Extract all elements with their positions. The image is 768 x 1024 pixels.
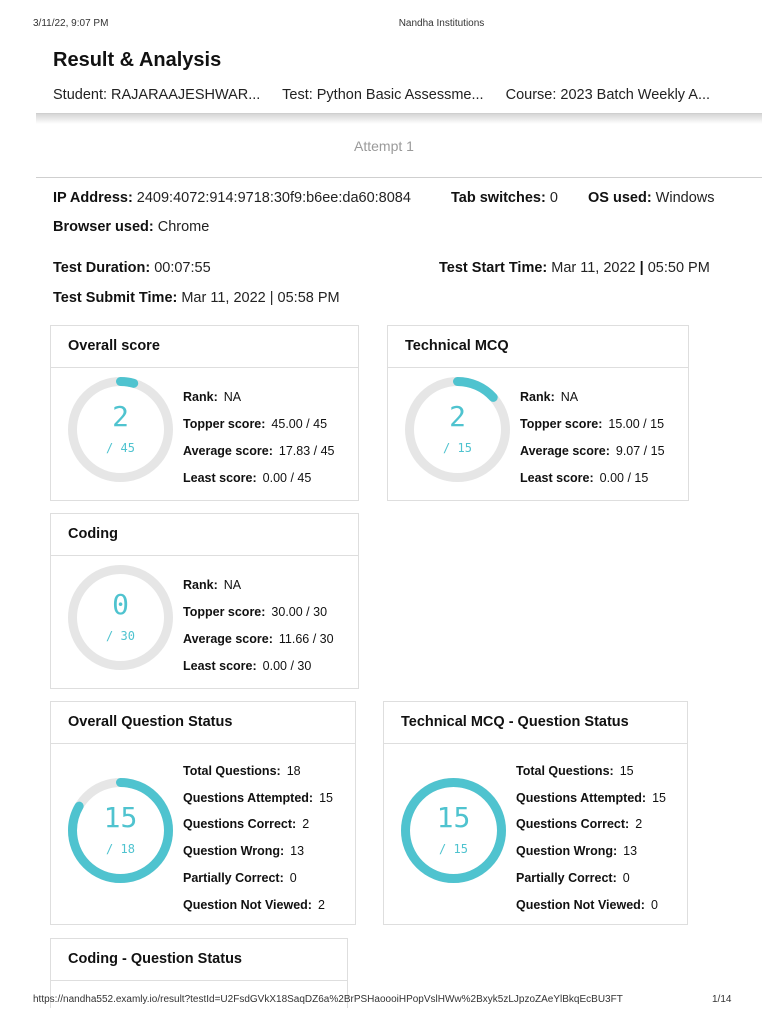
ip-address [53,190,411,206]
start-date: Mar 11, 2022 [551,260,640,276]
questions-total: / 15 [439,842,468,856]
score-stats [520,384,665,492]
wrong-value: 13 [290,844,305,859]
partial-row [516,865,666,892]
least-label: Least score: [520,471,594,485]
card-divider [51,980,347,981]
attempted-row [516,785,666,812]
print-datetime: 3/11/22, 9:07 PM [33,18,109,29]
total-questions-label: Total Questions: [516,764,614,778]
rank-value: NA [560,390,579,404]
tab-switches [451,190,558,206]
total-questions-row [516,758,666,785]
course-value: 2023 Batch Weekly A... [560,87,711,103]
technical-mcq-score-card [387,325,689,501]
ip-value: 2409:4072:914:9718:30f9:b6ee:da60:8084 [136,190,411,206]
card-divider [51,555,358,556]
correct-value: 2 [635,817,643,832]
not-viewed-row [516,892,666,919]
card-divider [51,743,355,744]
test-label: Test: [282,87,313,103]
technical-mcq-question-gauge [400,777,507,884]
duration-label: Test Duration: [53,260,151,276]
topper-label: Topper score: [183,605,266,619]
browser-used [53,219,209,235]
tab-switches-label: Tab switches: [451,190,546,206]
attempt-divider [36,177,762,178]
card-title: Overall Question Status [68,714,233,730]
topper-value: 30.00 / 30 [271,605,328,619]
rank-label: Rank: [183,578,218,592]
rank-row [520,384,665,411]
score-stats [183,572,334,680]
score-total: / 30 [106,629,135,643]
duration-value: 00:07:55 [154,260,211,276]
rank-value: NA [223,390,242,404]
browser-label: Browser used: [53,219,154,235]
overall-question-status-card [50,701,356,925]
average-value: 11.66 / 30 [278,632,334,646]
average-label: Average score: [183,444,273,458]
least-label: Least score: [183,471,257,485]
test-value: Python Basic Assessme... [316,87,484,103]
least-label: Least score: [183,659,257,673]
wrong-label: Question Wrong: [516,844,618,859]
print-url: https://nandha552.examly.io/result?testId=U2FsdGVkX18SaqDZ6a%2BrPSHaoooiHPopVslHWw%2Bxyk5zLJpzoZAeYlBkqEcBU3FT [33,994,623,1005]
questions-total: / 18 [106,842,135,856]
technical-mcq-question-status-card [383,701,688,925]
print-site-name: Nandha Institutions [398,18,485,29]
least-row [520,465,665,492]
partial-value: 0 [622,870,630,885]
topper-row [183,411,334,438]
total-questions-label: Total Questions: [183,764,281,778]
total-questions-value: 15 [619,764,634,778]
overall-score-gauge [67,376,174,483]
correct-label: Questions Correct: [516,817,630,832]
average-value: 17.83 / 45 [278,444,335,458]
score-stats [183,384,334,492]
overall-question-gauge [67,777,174,884]
overall-score-card [50,325,359,501]
not-viewed-label: Question Not Viewed: [183,897,312,912]
submit-value: Mar 11, 2022 | 05:58 PM [181,290,340,306]
wrong-value: 13 [623,844,638,859]
print-page-number: 1/14 [712,994,732,1005]
least-value: 0.00 / 15 [599,471,649,485]
technical-mcq-score-gauge [404,376,511,483]
coding-score-card [50,513,359,689]
partial-label: Partially Correct: [183,870,284,885]
average-row [183,438,334,465]
topper-value: 15.00 / 15 [608,417,665,431]
total-questions-value: 18 [286,764,301,778]
submit-label: Test Submit Time: [53,290,178,306]
average-label: Average score: [520,444,610,458]
coding-score-gauge [67,564,174,671]
test-start-time [439,260,710,276]
topper-label: Topper score: [520,417,603,431]
tab-switches-value: 0 [549,190,558,206]
not-viewed-label: Question Not Viewed: [516,897,645,912]
score-value: 2 [449,400,466,433]
score-value: 0 [112,588,129,621]
partial-value: 0 [289,870,297,885]
os-label: OS used: [588,190,652,206]
least-row [183,465,334,492]
ip-label: IP Address: [53,190,133,206]
question-stats [516,758,666,918]
card-title: Overall score [68,338,160,354]
card-divider [388,367,688,368]
student-label: Student: [53,87,108,103]
wrong-row [516,838,666,865]
average-value: 9.07 / 15 [615,444,665,458]
not-viewed-value: 2 [317,897,325,912]
correct-row [183,811,333,838]
least-row [183,653,334,680]
least-value: 0.00 / 45 [262,471,312,485]
attempted-value: 15 [103,801,138,834]
result-meta [53,87,728,103]
test-duration [53,260,211,276]
os-used [588,190,714,206]
attempted-row [183,785,333,812]
correct-value: 2 [302,817,310,832]
total-questions-row [183,758,333,785]
average-label: Average score: [183,632,273,646]
average-row [183,626,334,653]
rank-value: NA [223,578,242,592]
average-row [520,438,665,465]
header-divider [36,113,762,124]
rank-row [183,572,334,599]
student-value: RAJARAAJESHWAR... [111,87,261,103]
question-stats [183,758,333,918]
attempted-count: 15 [319,790,334,805]
topper-value: 45.00 / 45 [271,417,328,431]
wrong-row [183,838,333,865]
card-divider [384,743,687,744]
attempt-tab[interactable]: Attempt 1 [354,138,414,154]
wrong-label: Question Wrong: [183,844,285,859]
card-title: Coding - Question Status [68,951,242,967]
course-label: Course: [505,87,557,103]
not-viewed-value: 0 [650,897,658,912]
attempted-label: Questions Attempted: [183,790,314,805]
os-value: Windows [655,190,715,206]
start-label: Test Start Time: [439,260,548,276]
topper-label: Topper score: [183,417,266,431]
browser-value: Chrome [157,219,210,235]
rank-label: Rank: [183,390,218,404]
score-total: / 45 [106,441,135,455]
topper-row [520,411,665,438]
card-title: Coding [68,526,118,542]
attempted-value: 15 [436,801,471,834]
not-viewed-row [183,892,333,919]
correct-row [516,811,666,838]
score-total: / 15 [443,441,472,455]
attempted-count: 15 [652,790,667,805]
card-title: Technical MCQ [405,338,509,354]
rank-row [183,384,334,411]
start-clock: 05:50 PM [643,260,710,276]
attempted-label: Questions Attempted: [516,790,647,805]
test-submit-time [53,290,340,306]
correct-label: Questions Correct: [183,817,297,832]
partial-row [183,865,333,892]
rank-label: Rank: [520,390,555,404]
card-title: Technical MCQ - Question Status [401,714,629,730]
card-divider [51,367,358,368]
start-separator: | [639,260,644,276]
least-value: 0.00 / 30 [262,659,312,673]
page-title: Result & Analysis [53,49,222,71]
topper-row [183,599,334,626]
score-value: 2 [112,400,129,433]
partial-label: Partially Correct: [516,870,617,885]
